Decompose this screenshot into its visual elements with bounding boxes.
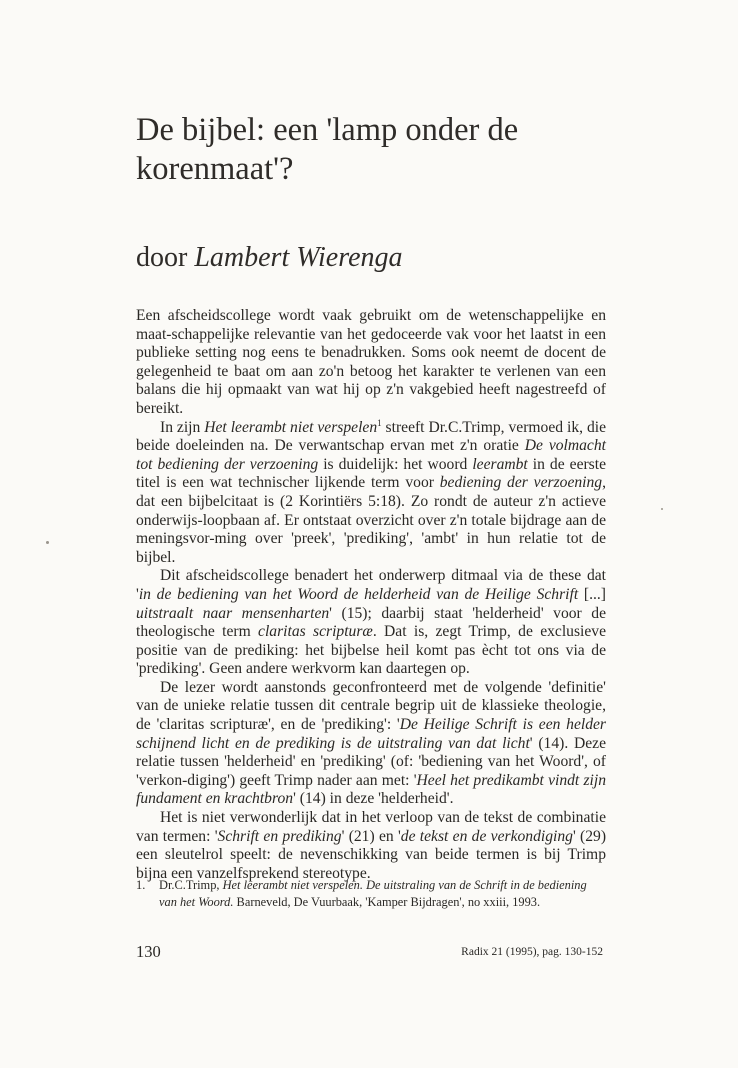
byline xyxy=(136,243,403,273)
footnote-number: 1. xyxy=(136,878,146,892)
paragraph-4: De lezer wordt aanstonds geconfronteerd met de volgende 'definitie' van de unieke relatie tussen dit centrale begrip uit de klassieke theologie, de 'claritas scripturæ', en de 'prediking': 'De Heilige Schrift is een helder schijnend licht en de prediking is de uitstraling van dat licht' (14). Deze relatie tussen 'helderheid' en 'prediking' (of: 'bediening van het Woord', of 'verkon-diging') geeft Trimp nader aan met: 'Heel het predikambt vindt zijn fundament en krachtbron' (14) in deze 'helderheid'. xyxy=(136,678,606,808)
journal-citation: Radix 21 (1995), pag. 130-152 xyxy=(461,946,603,958)
page-number: 130 xyxy=(136,942,161,961)
author-name: Lambert Wierenga xyxy=(194,242,403,273)
paragraph-5: Het is niet verwonderlijk dat in het verloop van de tekst de combinatie van termen: 'Schrift en prediking' (21) en 'de tekst en de verkondiging' (29) een sleutelrol speelt: de nevenschikking van beide termen is bij Trimp bijna een vanzelfsprekend stereotype. xyxy=(136,809,607,882)
byline-prefix: door xyxy=(136,242,188,273)
scan-speck xyxy=(661,508,663,510)
article-body xyxy=(136,307,606,883)
footnote-text: Dr.C.Trimp, Het leerambt niet verspelen. De uitstraling van de Schrift in de bediening van het Woord. Barneveld, De Vuurbaak, 'Kamper Bijdragen', no xxiii, 1993. xyxy=(159,878,587,909)
paragraph-3: Dit afscheidscollege benadert het onderwerp ditmaal via de these dat 'in de bediening van het Woord de helderheid van de Heilige Schrift [...] uitstraalt naar mensenharten' (15); daarbij staat 'helderheid' voor de theologische term claritas scripturæ. Dat is, zegt Trimp, de exclusieve positie van de prediking: het bijbelse heil komt pas ècht tot ons via de 'prediking'. Geen andere werkvorm kan daartegen op. xyxy=(136,567,607,678)
scan-speck xyxy=(46,541,49,544)
footnote-ref[interactable]: 1 xyxy=(377,417,382,428)
paragraph-2: In zijn Het leerambt niet verspelen$^1$ streeft Dr.C.Trimp, vermoed ik, die beide doeleinden na. De verwantschap ervan met z'n oratie De volmacht tot bediening der verzoening is duidelijk: het woord leerambt in de eerste titel is een wat technischer lijkende term voor bediening der verzoening, dat een bijbelcitaat is (2 Korintiërs 5:18). Zo rondt de auteur z'n actieve onderwijs-loopbaan af. Er ontstaat overzicht over z'n totale bijdrage aan de meningsvor-ming over 'preek', 'prediking', 'ambt' in hun relatie tot de bijbel. xyxy=(136,417,607,566)
paragraph-1: Een afscheidscollege wordt vaak gebruikt om de wetenschappelijke en maat-schappelijke relevantie van het gedoceerde vak voor het laatst in een publieke setting nog eens te benadrukken. Soms ook neemt de docent de gelegenheid te baat om aan zo'n betoog het karakter te verlenen van een balans die hij opmaakt van wat hij op z'n vakgebied heeft nagestreefd of bereikt. xyxy=(136,307,606,417)
footnote xyxy=(136,877,606,911)
article-title: De bijbel: een 'lamp onder de korenmaat'? xyxy=(136,112,519,187)
